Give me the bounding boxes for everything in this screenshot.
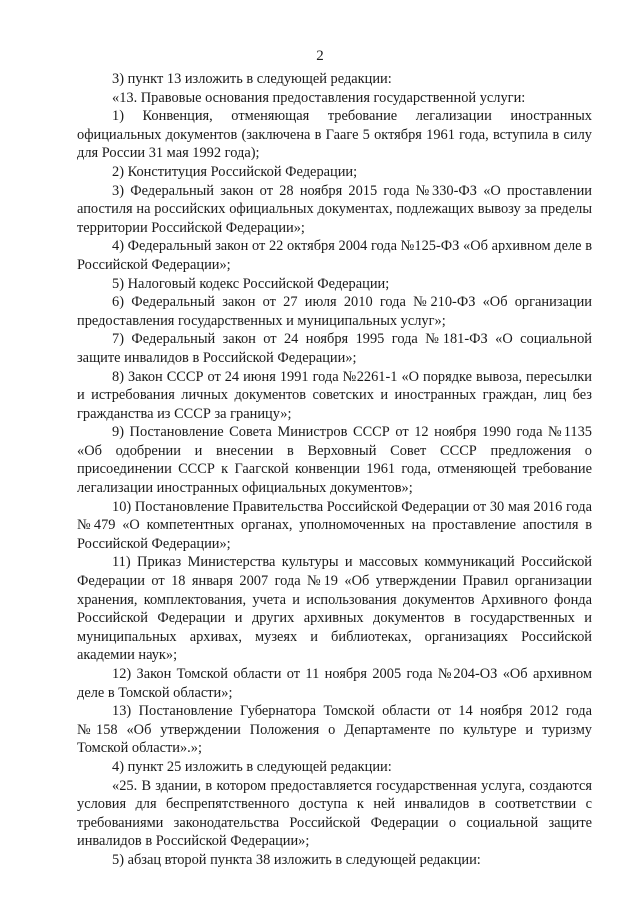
paragraph-amend-item-38: 5) абзац второй пункта 38 изложить в следующей редакции: xyxy=(112,851,481,868)
paragraph-legal-basis-13: 13) Постановление Губернатора Томской области от 14 ноября 2012 года №158 «Об утверждении Положения о Департаменте по культуре и туризму Томской области».»; xyxy=(77,703,592,757)
paragraph-legal-basis-12: 12) Закон Томской области от 11 ноября 2005 года №204-ОЗ «Об архивном деле в Томской области»; xyxy=(77,666,592,701)
paragraph-legal-basis-10: 10) Постановление Правительства Российской Федерации от 30 мая 2016 года №479 «О компетентных органах, уполномоченных на проставление апостиля в Российской Федерации»; xyxy=(77,498,592,552)
paragraph-legal-basis-11: 11) Приказ Министерства культуры и массовых коммуникаций Российской Федерации от 18 января 2007 года №19 «Об утверждении Правил организации хранения, комплектования, учета и использования документов Архивного фонда Российской Федерации и других архивных документов в государственных и муниципальных архивах, музеях и библиотеках, организациях Российской академии наук»; xyxy=(77,554,592,664)
paragraph-amend-item-13: 3) пункт 13 изложить в следующей редакции: xyxy=(112,71,392,87)
paragraph-legal-basis-7: 7) Федеральный закон от 24 ноября 1995 года №181-ФЗ «О социальной защите инвалидов в Российской Федерации»; xyxy=(77,331,592,366)
paragraph-legal-basis-2: 2) Конституция Российской Федерации; xyxy=(112,163,358,180)
page-number: 2 xyxy=(316,48,324,64)
paragraph-legal-basis-9: 9) Постановление Совета Министров СССР от 12 ноября 1990 года №1135 «Об одобрении и внесении в Верховный Совет СССР предложения о присоединении СССР к Гаагской конвенции 1961 года, отменяющей требование легализации иностранных официальных документов»; xyxy=(77,424,592,497)
paragraph-amend-item-25: 4) пункт 25 изложить в следующей редакции: xyxy=(112,758,392,775)
paragraph-legal-basis-3: 3) Федеральный закон от 28 ноября 2015 года №330-ФЗ «О проставлении апостиля на российских официальных документах, подлежащих вывозу за пределы территории Российской Федерации»; xyxy=(77,182,592,236)
paragraph-legal-basis-6: 6) Федеральный закон от 27 июля 2010 года №210-ФЗ «Об организации предоставления государственных и муниципальных услуг»; xyxy=(77,294,592,329)
paragraph-legal-basis-8: 8) Закон СССР от 24 июня 1991 года №2261-1 «О порядке вывоза, пересылки и истребования личных документов советских и иностранных граждан, лиц без гражданства из СССР за границу»; xyxy=(77,368,592,422)
paragraph-legal-basis-4: 4) Федеральный закон от 22 октября 2004 года №125-ФЗ «Об архивном деле в Российской Федерации»; xyxy=(77,238,592,273)
paragraph-item-13-heading: «13. Правовые основания предоставления государственной услуги: xyxy=(112,89,526,106)
document-body xyxy=(77,70,592,870)
paragraph-legal-basis-1: 1) Конвенция, отменяющая требование легализации иностранных официальных документов (заключена в Гааге 5 октября 1961 года, вступила в силу для России 31 мая 1992 года); xyxy=(77,108,592,162)
paragraph-legal-basis-5: 5) Налоговый кодекс Российской Федерации; xyxy=(112,275,390,292)
paragraph-item-25-text: «25. В здании, в котором предоставляется государственная услуга, создаются условия для беспрепятственного доступа к ней инвалидов в соответствии с требованиями законодательства Российской Федерации о социальной защите инвалидов в Российской Федерации»; xyxy=(77,777,592,850)
